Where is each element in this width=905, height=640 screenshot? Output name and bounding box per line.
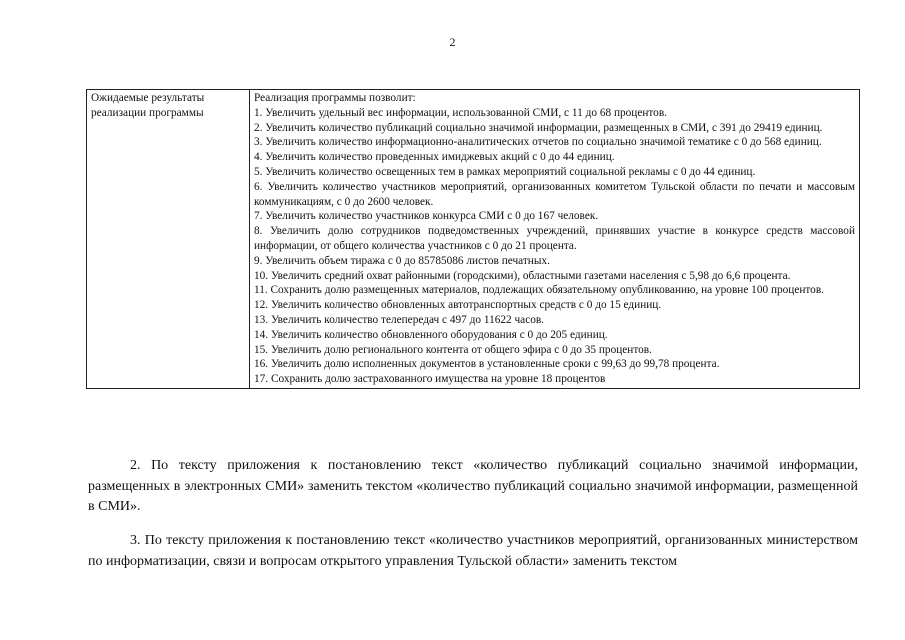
list-item: 11. Сохранить долю размещенных материалов, подлежащих обязательному опубликованию, на уровне 100 процентов. — [254, 284, 824, 297]
page-number: 2 — [449, 35, 456, 49]
list-item: 1. Увеличить удельный вес информации, использованной СМИ, с 11 до 68 процентов. — [254, 106, 667, 119]
list-item: 16. Увеличить долю исполненных документов в установленные сроки с 99,63 до 99,78 процента. — [254, 358, 720, 371]
list-item: 8. Увеличить долю сотрудников подведомственных учреждений, принявших участие в конкурсе средств массовой информации, от общего количества участников с 0 до 21 процента. — [254, 225, 855, 252]
list-item: 3. Увеличить количество информационно-аналитических отчетов по социально значимой тематике с 0 до 568 единиц. — [254, 136, 822, 149]
list-item: 14. Увеличить количество обновленного оборудования с 0 до 205 единиц. — [254, 328, 608, 341]
paragraph-3: 3. По тексту приложения к постановлению текст «количество участников мероприятий, организованных министерством по информатизации, связи и вопросам открытого управления Тульской области» заменить текстом — [88, 533, 858, 569]
row-content-cell — [250, 90, 860, 389]
list-item: 15. Увеличить долю регионального контента от общего эфира с 0 до 35 процентов. — [254, 343, 652, 356]
list-item: 6. Увеличить количество участников мероприятий, организованных комитетом Тульской области по печати и массовым коммуникациям, с 0 до 2600 человек. — [254, 180, 855, 208]
list-item: 12. Увеличить количество обновленных автотранспортных средств с 0 до 15 единиц. — [254, 299, 662, 312]
row-label-cell: Ожидаемые результаты реализации программы — [87, 90, 250, 389]
list-item: 5. Увеличить количество освещенных тем в рамках мероприятий социальной рекламы с 0 до 44 единиц. — [254, 165, 756, 178]
paragraph-2: 2. По тексту приложения к постановлению текст «количество публикаций социально значимой информации, размещенных в электронных СМИ» заменить текстом «количество публикаций социально значимой информации, размещенной в СМИ». — [88, 458, 858, 514]
list-item: 2. Увеличить количество публикаций социально значимой информации, размещенных в СМИ, с 391 до 29419 единиц. — [254, 121, 823, 134]
results-table — [86, 89, 860, 389]
list-item: 13. Увеличить количество телепередач с 497 до 11622 часов. — [254, 313, 545, 326]
list-item: 9. Увеличить объем тиража с 0 до 85785086 листов печатных. — [254, 254, 550, 267]
table-row — [87, 90, 860, 389]
list-item: 10. Увеличить средний охват районными (городскими), областными газетами населения с 5,98 до 6,6 процента. — [254, 269, 791, 282]
content-intro: Реализация программы позволит: — [254, 92, 416, 104]
list-item: 17. Сохранить долю застрахованного имущества на уровне 18 процентов — [254, 373, 606, 386]
list-item: 4. Увеличить количество проведенных имиджевых акций с 0 до 44 единиц. — [254, 151, 615, 164]
list-item: 7. Увеличить количество участников конкурса СМИ с 0 до 167 человек. — [254, 210, 599, 223]
